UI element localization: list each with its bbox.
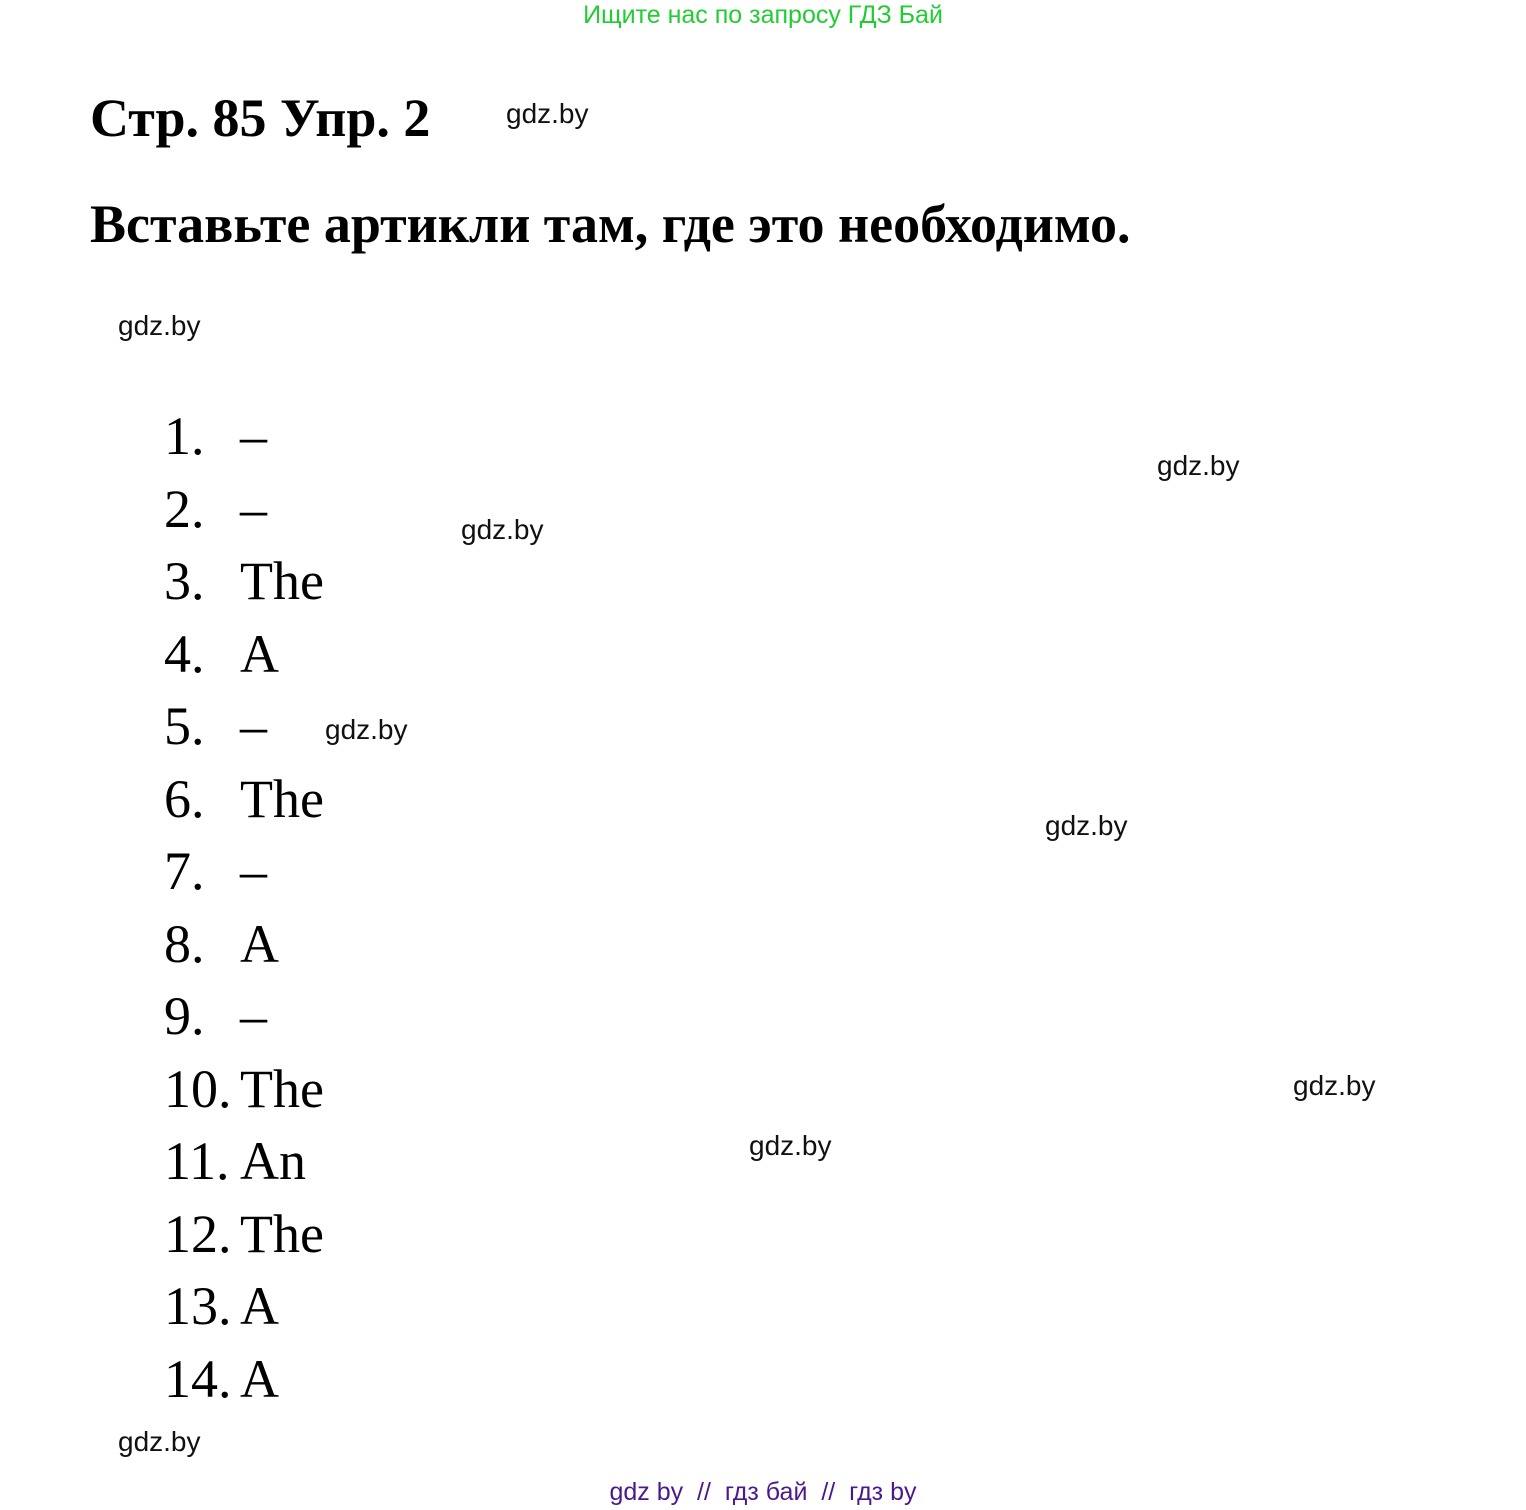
answer-value: – bbox=[240, 478, 267, 539]
watermark: gdz.by bbox=[1045, 810, 1128, 841]
answer-number: 4. bbox=[164, 623, 205, 684]
answer-number: 6. bbox=[164, 768, 205, 829]
watermark: gdz.by bbox=[325, 714, 408, 745]
watermark: gdz.by bbox=[118, 1426, 201, 1457]
answer-number: 8. bbox=[164, 913, 205, 974]
answer-item bbox=[164, 400, 324, 473]
watermark: gdz.by bbox=[1293, 1070, 1376, 1101]
exercise-instruction: Вставьте артикли там, где это необходимо. bbox=[90, 194, 1131, 254]
watermark: gdz.by bbox=[118, 310, 201, 341]
page-title: Стр. 85 Упр. 2 bbox=[90, 88, 431, 148]
answer-value: The bbox=[240, 1203, 324, 1264]
answer-number: 14. bbox=[164, 1348, 232, 1409]
answer-item bbox=[164, 545, 324, 618]
answer-value: A bbox=[240, 913, 279, 974]
answer-value: – bbox=[240, 986, 267, 1047]
answer-value: An bbox=[240, 1131, 306, 1192]
answer-number: 7. bbox=[164, 841, 205, 902]
answer-value: The bbox=[240, 768, 324, 829]
answer-item bbox=[164, 1198, 324, 1271]
answer-item bbox=[164, 690, 324, 763]
answer-number: 5. bbox=[164, 696, 205, 757]
answer-value: A bbox=[240, 1348, 279, 1409]
answer-item bbox=[164, 1343, 324, 1416]
answer-value: A bbox=[240, 1276, 279, 1337]
answer-item bbox=[164, 473, 324, 546]
answer-number: 3. bbox=[164, 551, 205, 612]
watermark: gdz.by bbox=[749, 1130, 832, 1161]
answer-number: 9. bbox=[164, 986, 205, 1047]
answer-value: – bbox=[240, 841, 267, 902]
answer-item bbox=[164, 763, 324, 836]
answer-number: 10. bbox=[164, 1058, 232, 1119]
answer-item bbox=[164, 1053, 324, 1126]
answer-list bbox=[164, 400, 324, 1415]
answer-value: The bbox=[240, 1058, 324, 1119]
watermark: gdz.by bbox=[506, 98, 589, 129]
answer-number: 13. bbox=[164, 1276, 232, 1337]
answer-item bbox=[164, 835, 324, 908]
watermark: gdz.by bbox=[461, 514, 544, 545]
watermark: gdz.by bbox=[1157, 450, 1240, 481]
answer-item bbox=[164, 1125, 324, 1198]
answer-number: 11. bbox=[164, 1131, 230, 1192]
answer-item bbox=[164, 908, 324, 981]
answer-value: – bbox=[240, 696, 267, 757]
answer-number: 2. bbox=[164, 478, 205, 539]
answer-number: 12. bbox=[164, 1203, 232, 1264]
answer-value: The bbox=[240, 551, 324, 612]
answer-item bbox=[164, 1270, 324, 1343]
answer-value: – bbox=[240, 406, 267, 467]
answer-number: 1. bbox=[164, 406, 205, 467]
answer-item bbox=[164, 618, 324, 691]
answer-item bbox=[164, 980, 324, 1053]
answer-value: A bbox=[240, 623, 279, 684]
top-banner: Ищите нас по запросу ГДЗ Бай bbox=[583, 1, 943, 29]
footer-links: gdz by // гдз бай // гдз by bbox=[609, 1478, 917, 1506]
